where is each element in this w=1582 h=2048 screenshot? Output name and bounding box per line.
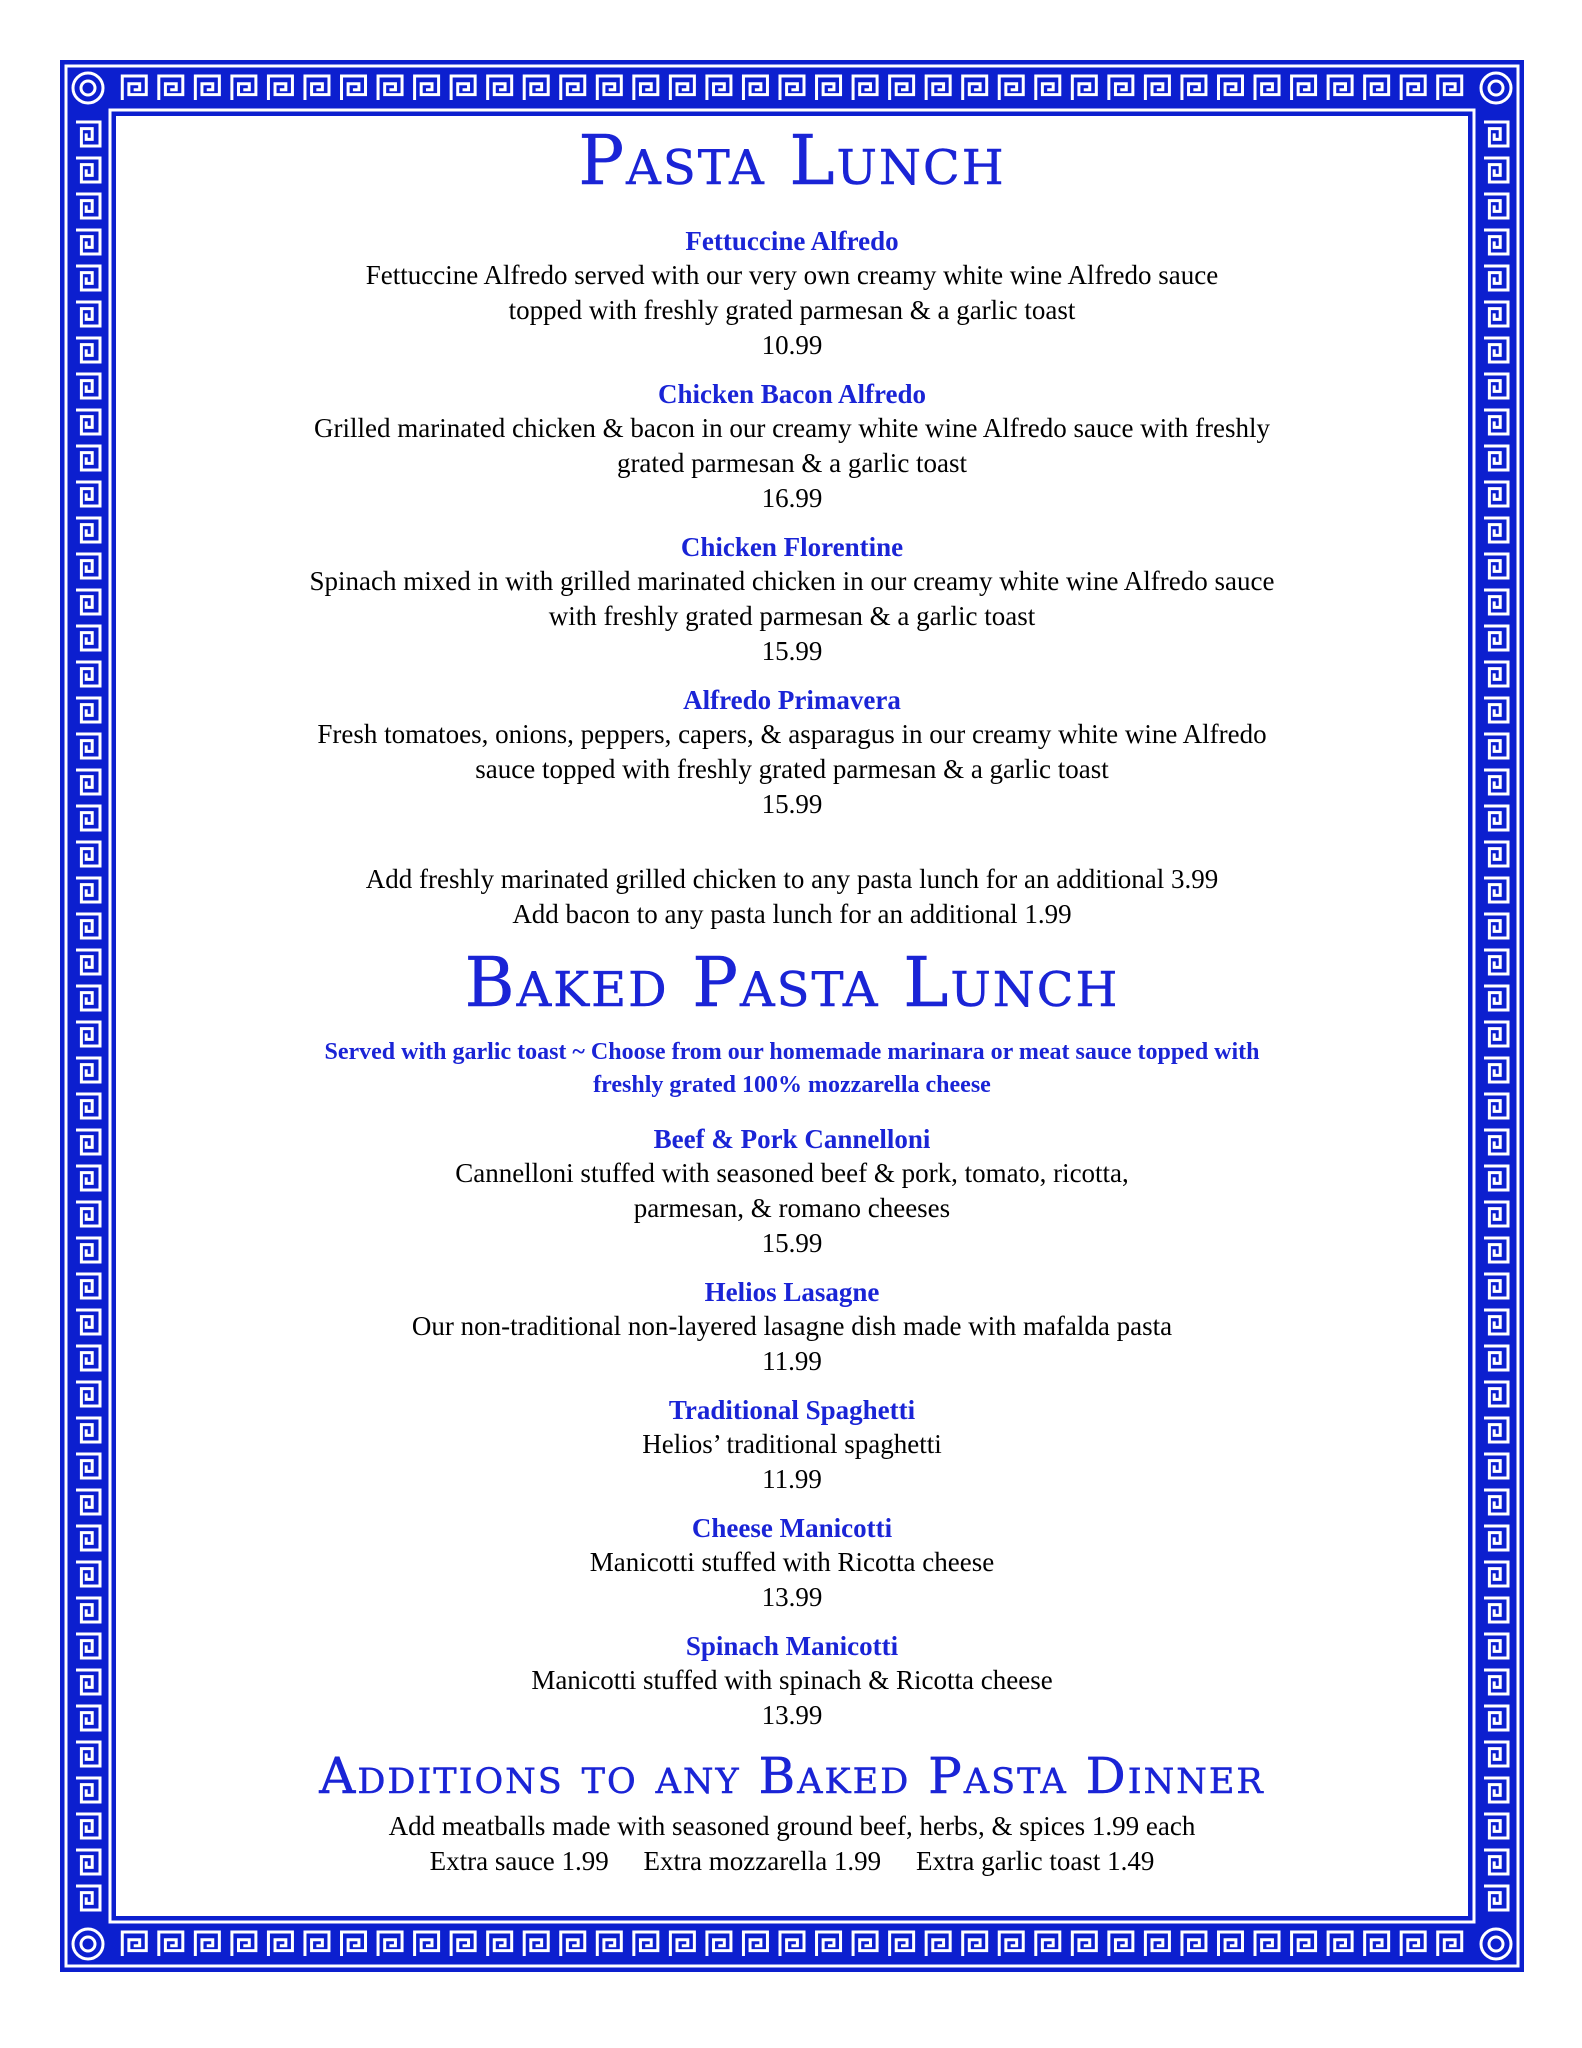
item-description: Fettuccine Alfredo served with our very own creamy white wine Alfredo sauce topped with freshly grated parmesan & a garlic toast — [365, 260, 1219, 325]
pasta-lunch-list — [116, 224, 1468, 822]
item-description: Grilled marinated chicken & bacon in our creamy white wine Alfredo sauce with freshly grated parmesan & a garlic toast — [314, 413, 1270, 478]
addon-bacon: Add bacon to any pasta lunch for an additional 1.99 — [512, 899, 1072, 929]
item-price: 15.99 — [761, 636, 823, 666]
item-description: Manicotti stuffed with spinach & Ricotta cheese — [531, 1665, 1053, 1695]
menu-item — [116, 683, 1468, 822]
item-price: 16.99 — [761, 483, 823, 513]
baked-pasta-note: Served with garlic toast ~ Choose from our homemade marinara or meat sauce topped with freshly grated 100% mozzarella cheese — [324, 1039, 1260, 1098]
menu-item — [116, 1393, 1468, 1497]
menu-item — [116, 1629, 1468, 1733]
item-description: Our non-traditional non-layered lasagne dish made with mafalda pasta — [411, 1311, 1173, 1341]
item-price: 13.99 — [761, 1582, 823, 1612]
item-name: Helios Lasagne — [704, 1277, 880, 1307]
item-name: Chicken Florentine — [680, 532, 904, 562]
extra-garlic-toast: Extra garlic toast 1.49 — [915, 1846, 1155, 1876]
addition-meatballs: Add meatballs made with seasoned ground beef, herbs, & spices 1.99 each — [388, 1811, 1196, 1841]
menu-item — [116, 224, 1468, 363]
item-description: Manicotti stuffed with Ricotta cheese — [589, 1547, 995, 1577]
item-price: 11.99 — [762, 1346, 822, 1376]
item-name: Fettuccine Alfredo — [685, 226, 899, 256]
additions-list — [116, 1809, 1468, 1879]
menu-item — [116, 1511, 1468, 1615]
item-name: Alfredo Primavera — [683, 685, 901, 715]
extra-sauce: Extra sauce 1.99 — [429, 1846, 609, 1876]
extras-row — [116, 1844, 1468, 1879]
menu-page — [116, 116, 1468, 1916]
item-name: Beef & Pork Cannelloni — [653, 1124, 931, 1154]
baked-pasta-lunch-title: Baked Pasta Lunch — [464, 944, 1120, 1023]
baked-pasta-list — [116, 1122, 1468, 1733]
item-description: Fresh tomatoes, onions, peppers, capers, & asparagus in our creamy white wine Alfredo sauce topped with freshly grated parmesan & a garlic toast — [317, 719, 1267, 784]
item-name: Spinach Manicotti — [685, 1631, 899, 1661]
item-description: Spinach mixed in with grilled marinated chicken in our creamy white wine Alfredo sauce with freshly grated parmesan & a garlic toast — [309, 566, 1275, 631]
addon-chicken: Add freshly marinated grilled chicken to any pasta lunch for an additional 3.99 — [365, 864, 1219, 894]
item-name: Traditional Spaghetti — [668, 1395, 916, 1425]
menu-item — [116, 377, 1468, 516]
item-price: 15.99 — [761, 789, 823, 819]
menu-item — [116, 1122, 1468, 1261]
circle-icon — [73, 73, 103, 103]
item-name: Chicken Bacon Alfredo — [657, 379, 927, 409]
item-price: 13.99 — [761, 1700, 823, 1730]
item-description: Helios’ traditional spaghetti — [642, 1429, 942, 1459]
item-description: Cannelloni stuffed with seasoned beef & pork, tomato, ricotta, parmesan, & romano cheeses — [455, 1158, 1129, 1223]
pasta-addons — [116, 862, 1468, 932]
item-price: 15.99 — [761, 1228, 823, 1258]
pasta-lunch-title: Pasta Lunch — [578, 122, 1006, 201]
additions-title: Additions to any Baked Pasta Dinner — [319, 1747, 1265, 1805]
menu-item — [116, 530, 1468, 669]
item-price: 11.99 — [762, 1464, 822, 1494]
item-price: 10.99 — [761, 330, 823, 360]
circle-icon — [1481, 1929, 1511, 1959]
circle-icon — [73, 1929, 103, 1959]
extra-mozzarella: Extra mozzarella 1.99 — [643, 1846, 882, 1876]
circle-icon — [1481, 73, 1511, 103]
menu-item — [116, 1275, 1468, 1379]
item-name: Cheese Manicotti — [691, 1513, 893, 1543]
